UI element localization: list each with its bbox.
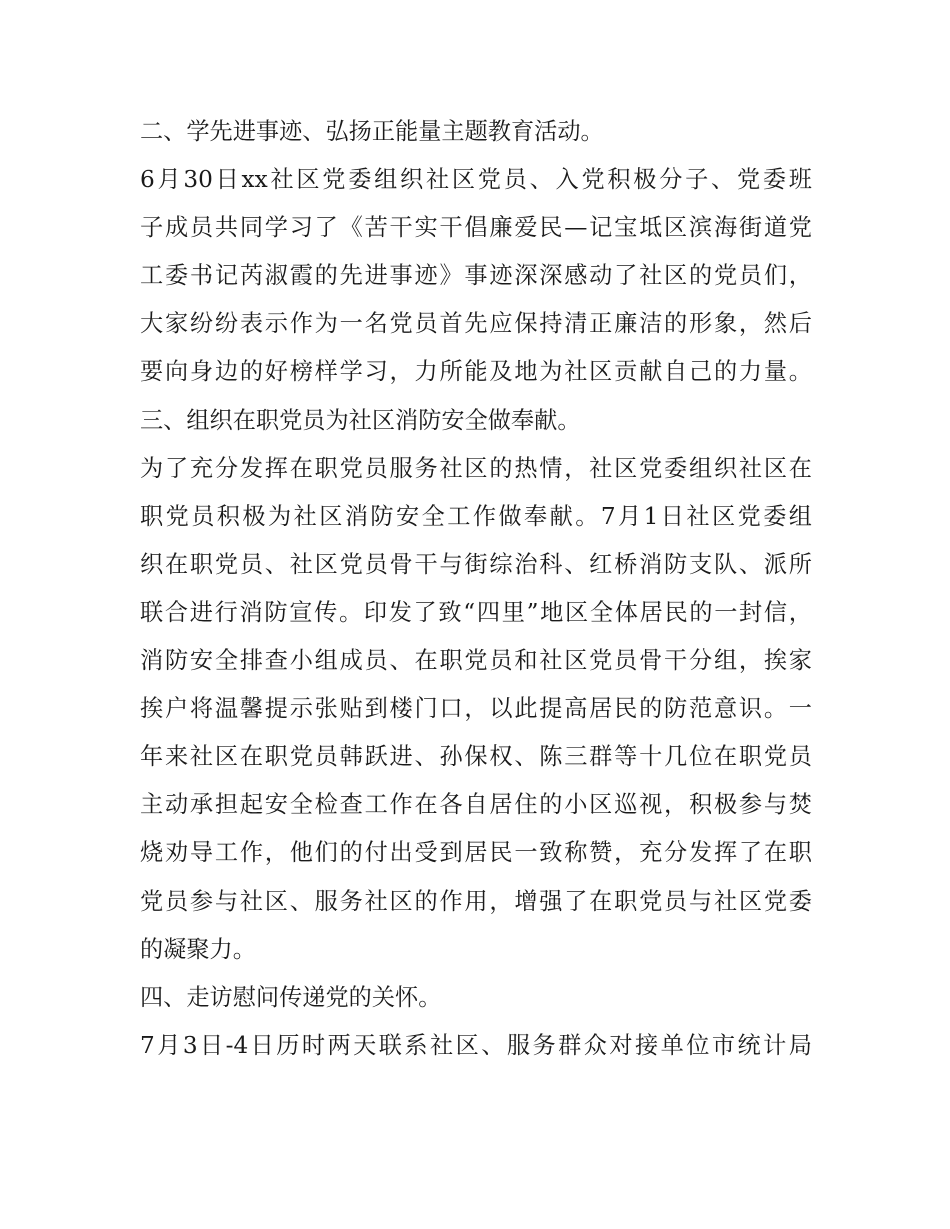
section-heading-4: 四、走访慰问传递党的关怀。: [140, 983, 442, 1011]
paragraph-line: 工委书记芮淑霞的先进事迹》事迹深深感动了社区的党员们，: [140, 262, 812, 290]
section-heading-2: 二、学先进事迹、弘扬正能量主题教育活动。: [140, 118, 604, 145]
paragraph-line: 主动承担起安全检查工作在各自居住的小区巡视，积极参与焚: [140, 791, 812, 819]
paragraph-line: 6月30日xx社区党委组织社区党员、入党积极分子、党委班: [140, 166, 812, 194]
paragraph-line: 子成员共同学习了《苦干实干倡廉爱民—记宝坻区滨海街道党: [140, 214, 812, 242]
section-heading-3: 三、组织在职党员为社区消防安全做奉献。: [140, 406, 581, 434]
paragraph-line: 的凝聚力。: [140, 935, 256, 963]
paragraph-line: 要向身边的好榜样学习，力所能及地为社区贡献自己的力量。: [140, 358, 812, 386]
document-body: [140, 108, 812, 1070]
paragraph-line: 挨户将温馨提示张贴到楼门口，以此提高居民的防范意识。一: [140, 695, 812, 723]
paragraph-line: 烧劝导工作，他们的付出受到居民一致称赞，充分发挥了在职: [140, 839, 812, 867]
paragraph-line: 联合进行消防宣传。印发了致“四里”地区全体居民的一封信，: [140, 598, 812, 626]
paragraph-line: 织在职党员、社区党员骨干与街综治科、红桥消防支队、派所: [140, 550, 812, 578]
paragraph-line: 为了充分发挥在职党员服务社区的热情，社区党委组织社区在: [140, 454, 812, 482]
paragraph-line: 7月3日-4日历时两天联系社区、服务群众对接单位市统计局: [140, 1031, 812, 1059]
paragraph-line: 职党员积极为社区消防安全工作做奉献。7月1日社区党委组: [140, 502, 812, 530]
paragraph-line: 大家纷纷表示作为一名党员首先应保持清正廉洁的形象，然后: [140, 310, 812, 338]
paragraph-line: 党员参与社区、服务社区的作用，增强了在职党员与社区党委: [140, 887, 812, 915]
paragraph-line: 消防安全排查小组成员、在职党员和社区党员骨干分组，挨家: [140, 647, 812, 675]
paragraph-line: 年来社区在职党员韩跃进、孙保权、陈三群等十几位在职党员: [140, 743, 812, 771]
